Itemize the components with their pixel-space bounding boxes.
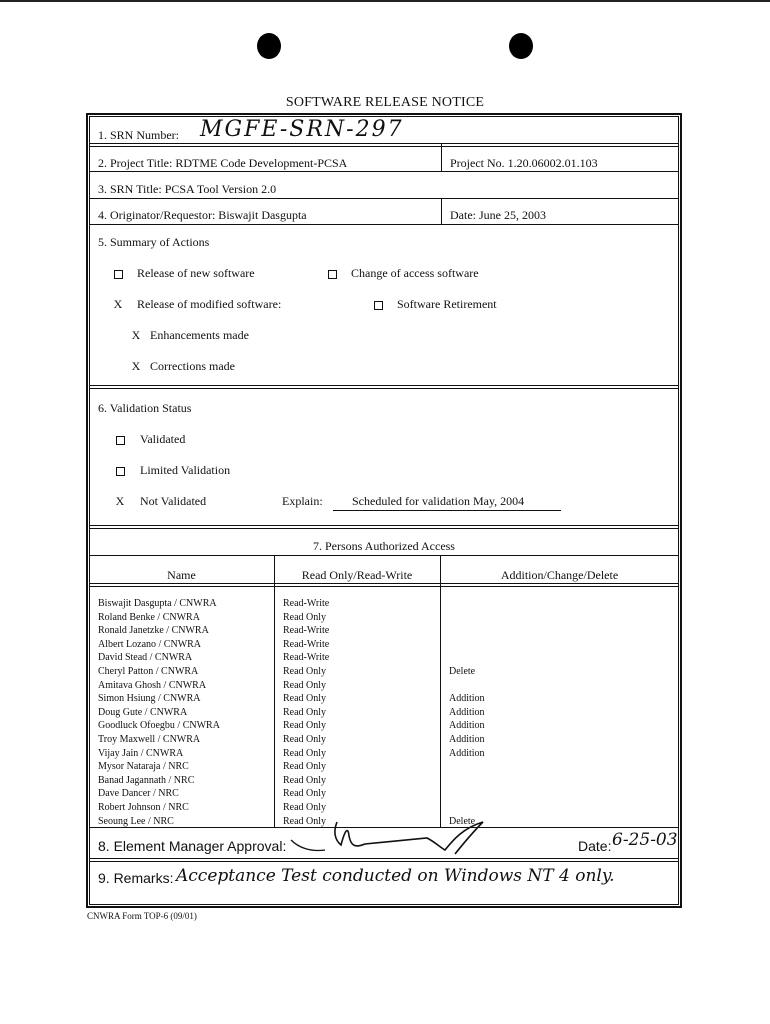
access-row-acd — [449, 597, 485, 611]
change-access-checkbox — [326, 266, 338, 281]
access-row-acd — [449, 760, 485, 774]
access-row-name: Amitava Ghosh / CNWRA — [98, 679, 207, 691]
srn-number-label: 1. SRN Number: — [98, 128, 179, 142]
column-header-name: Name — [167, 568, 196, 582]
access-row-name: Ronald Janetzke / CNWRA — [98, 625, 209, 637]
approval-date-label: Date: — [578, 838, 612, 854]
access-row-rw: Read Only — [283, 693, 327, 705]
divider-col-1 — [274, 555, 275, 827]
access-row-rw: Read Only — [283, 788, 327, 800]
originator-requestor: 4. Originator/Requestor: Biswajit Dasgupta — [98, 208, 307, 222]
access-row-rw: Read Only — [283, 733, 327, 745]
access-row-name: Vijay Jain / CNWRA — [98, 747, 184, 759]
access-row-acd — [449, 787, 485, 801]
access-row-rw: Read Only — [283, 801, 327, 813]
access-row-acd: Addition — [449, 706, 485, 718]
rule-after-columns — [89, 583, 679, 587]
access-row-name: Dave Dancer / NRC — [98, 788, 179, 800]
manager-signature — [285, 818, 495, 860]
project-title: 2. Project Title: RDTME Code Development-PCSA — [98, 156, 348, 170]
access-row-rw: Read-Write — [283, 625, 330, 637]
release-date: Date: June 25, 2003 — [450, 208, 546, 222]
rule-after-srn-title — [89, 198, 679, 199]
rule-after-validation — [89, 525, 679, 529]
access-row-acd — [449, 624, 485, 638]
column-header-read-write: Read Only/Read-Write — [301, 568, 413, 582]
access-row-name: Cheryl Patton / CNWRA — [98, 665, 199, 677]
access-row-rw: Read Only — [283, 611, 327, 623]
validated-label: Validated — [140, 432, 186, 446]
column-header-add-change-delete: Addition/Change/Delete — [500, 568, 619, 582]
remarks-value: Acceptance Test conducted on Windows NT 4 only. — [176, 866, 615, 886]
access-row-acd: Delete — [449, 815, 476, 827]
page-top-edge — [0, 0, 770, 2]
access-row-acd: Addition — [449, 747, 485, 759]
rule-after-originator — [89, 224, 679, 225]
punch-hole-left — [257, 33, 281, 59]
validated-checkbox — [114, 432, 126, 447]
release-modified-checkbox: X — [113, 297, 123, 311]
divider-date — [441, 198, 442, 224]
srn-title: 3. SRN Title: PCSA Tool Version 2.0 — [98, 182, 277, 196]
access-row-rw: Read Only — [283, 774, 327, 786]
release-new-checkbox — [112, 266, 124, 281]
corrections-checkbox: X — [131, 359, 141, 373]
rule-after-access-heading — [89, 555, 679, 556]
access-row-rw: Read Only — [283, 747, 327, 759]
access-rw-column — [283, 597, 329, 828]
divider-col-2 — [440, 555, 441, 827]
access-row-rw: Read Only — [283, 706, 327, 718]
divider-project — [441, 144, 442, 171]
form-footer: CNWRA Form TOP-6 (09/01) — [87, 911, 197, 921]
enhancements-checkbox: X — [131, 328, 141, 342]
access-row-acd — [449, 611, 485, 625]
access-row-acd: Addition — [449, 693, 485, 705]
explain-label: Explain: — [282, 494, 323, 508]
corrections-label: Corrections made — [150, 359, 235, 373]
explain-value: Scheduled for validation May, 2004 — [333, 494, 561, 511]
release-new-label: Release of new software — [137, 266, 255, 280]
release-modified-label: Release of modified software: — [137, 297, 282, 311]
access-row-name: Goodluck Ofoegbu / CNWRA — [98, 720, 220, 732]
access-name-column — [98, 597, 220, 828]
access-row-name: Mysor Nataraja / NRC — [98, 761, 189, 773]
approval-date-value: 6-25-03 — [612, 830, 678, 850]
access-row-name: Troy Maxwell / CNWRA — [98, 733, 201, 745]
access-heading: 7. Persons Authorized Access — [313, 539, 455, 553]
access-row-name: Roland Benke / CNWRA — [98, 611, 200, 623]
access-row-acd — [449, 801, 485, 815]
remarks-label: 9. Remarks: — [98, 870, 174, 886]
access-row-name: Simon Hsiung / CNWRA — [98, 693, 201, 705]
access-row-acd — [449, 679, 485, 693]
rule-after-srn — [89, 143, 679, 147]
not-validated-label: Not Validated — [140, 494, 207, 508]
access-row-rw: Read Only — [283, 720, 327, 732]
change-access-label: Change of access software — [351, 266, 479, 280]
limited-validation-label: Limited Validation — [140, 463, 231, 477]
access-acd-column — [449, 597, 485, 828]
access-row-rw: Read Only — [283, 665, 327, 677]
retirement-label: Software Retirement — [397, 297, 497, 311]
access-row-name: Banad Jagannath / NRC — [98, 774, 195, 786]
access-row-name: David Stead / CNWRA — [98, 652, 193, 664]
access-row-rw: Read Only — [283, 761, 327, 773]
access-row-acd: Addition — [449, 733, 485, 745]
access-row-rw: Read-Write — [283, 652, 330, 664]
access-row-rw: Read-Write — [283, 598, 330, 609]
punch-hole-right — [509, 33, 533, 59]
access-row-acd — [449, 774, 485, 788]
access-row-rw: Read Only — [283, 815, 327, 827]
rule-after-summary — [89, 385, 679, 389]
access-row-name: Robert Johnson / NRC — [98, 801, 189, 813]
access-row-name: Doug Gute / CNWRA — [98, 706, 188, 718]
access-row-acd: Delete — [449, 665, 476, 677]
enhancements-label: Enhancements made — [150, 328, 249, 342]
approval-label: 8. Element Manager Approval: — [98, 838, 287, 854]
retirement-checkbox — [372, 297, 384, 312]
access-row-acd — [449, 638, 485, 652]
access-row-name: Biswajit Dasgupta / CNWRA — [98, 598, 217, 609]
access-row-acd — [449, 651, 485, 665]
access-row-name: Albert Lozano / CNWRA — [98, 638, 202, 650]
validation-heading: 6. Validation Status — [98, 401, 192, 415]
not-validated-checkbox: X — [115, 494, 125, 508]
access-row-rw: Read Only — [283, 679, 327, 691]
access-row-acd: Addition — [449, 720, 485, 732]
project-number: Project No. 1.20.06002.01.103 — [450, 156, 598, 170]
rule-after-project — [89, 171, 679, 172]
limited-validation-checkbox — [114, 463, 126, 478]
summary-heading: 5. Summary of Actions — [98, 235, 210, 249]
access-row-name: Seoung Lee / NRC — [98, 815, 174, 827]
access-row-rw: Read-Write — [283, 638, 330, 650]
srn-number-value: MGFE-SRN-297 — [200, 117, 404, 142]
form-title: SOFTWARE RELEASE NOTICE — [285, 95, 485, 110]
